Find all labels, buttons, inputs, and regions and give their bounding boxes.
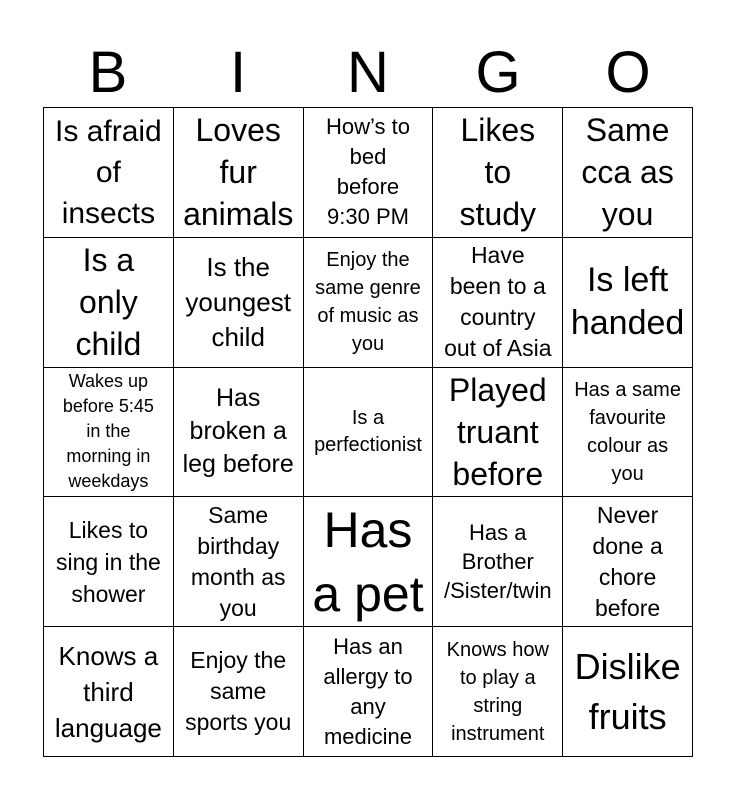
cell-text: Played truant before	[448, 371, 547, 492]
bingo-cell[interactable]	[563, 627, 693, 757]
bingo-cell[interactable]	[174, 108, 304, 238]
bingo-cell[interactable]	[174, 497, 304, 627]
bingo-cell[interactable]	[174, 238, 304, 368]
bingo-cell[interactable]	[304, 627, 434, 757]
cell-text: Likes to sing in the shower	[55, 516, 161, 607]
header-letter-o: O	[605, 40, 651, 105]
bingo-cell[interactable]	[433, 497, 563, 627]
cell-text: Is a perfectionist	[314, 406, 422, 456]
header-letter-n: N	[347, 40, 389, 105]
bingo-cell[interactable]	[304, 238, 434, 368]
header-letter-i: I	[229, 40, 247, 105]
bingo-cell[interactable]	[563, 108, 693, 238]
bingo-cell[interactable]	[433, 238, 563, 368]
cell-text: Has a Brother /Sister/twin	[443, 520, 552, 604]
header-letter-g: G	[475, 40, 521, 105]
bingo-cell[interactable]	[433, 368, 563, 498]
cell-text: Knows a third language	[54, 640, 162, 743]
cell-text: Enjoy the same genre of music as you	[315, 249, 421, 356]
bingo-cell[interactable]	[304, 497, 434, 627]
cell-text: Has a same favourite colour as you	[574, 378, 681, 485]
bingo-board	[43, 107, 693, 757]
bingo-cell[interactable]	[174, 627, 304, 757]
bingo-cell[interactable]	[44, 497, 174, 627]
cell-text: Is afraid of insects	[55, 114, 162, 230]
bingo-cell[interactable]	[304, 368, 434, 498]
bingo-header	[43, 40, 693, 106]
cell-text: Wakes up before 5:45 in the morning in weekdays	[62, 371, 154, 492]
bingo-cell[interactable]	[433, 108, 563, 238]
cell-text: Have been to a country out of Asia	[444, 242, 552, 362]
cell-text: Likes to study	[459, 112, 537, 233]
bingo-cell[interactable]	[563, 368, 693, 498]
bingo-cell[interactable]	[44, 238, 174, 368]
cell-text: Same cca as you	[581, 112, 674, 233]
cell-text: Never done a chore before	[592, 501, 663, 621]
header-letter-b: B	[88, 40, 128, 105]
bingo-cell[interactable]	[563, 238, 693, 368]
cell-text: Is left handed	[570, 261, 685, 343]
cell-text: Is the youngest child	[185, 251, 291, 352]
cell-text: Has an allergy to any medicine	[323, 633, 413, 749]
cell-text: Dislike fruits	[574, 645, 681, 737]
bingo-cell[interactable]	[44, 108, 174, 238]
cell-text: Is a only child	[75, 242, 142, 363]
bingo-cell[interactable]	[433, 627, 563, 757]
cell-text: Loves fur animals	[183, 112, 294, 233]
bingo-cell[interactable]	[563, 497, 693, 627]
bingo-cell[interactable]	[44, 627, 174, 757]
cell-text: Enjoy the same sports you	[185, 647, 292, 736]
cell-text: Has a pet	[312, 501, 424, 622]
cell-text: Knows how to play a string instrument	[446, 638, 549, 745]
bingo-cell[interactable]	[304, 108, 434, 238]
cell-text: Has broken a leg before	[182, 384, 294, 479]
bingo-cell[interactable]	[174, 368, 304, 498]
bingo-cell[interactable]	[44, 368, 174, 498]
cell-text: How’s to bed before 9:30 PM	[326, 114, 410, 230]
cell-text: Same birthday month as you	[190, 501, 286, 621]
